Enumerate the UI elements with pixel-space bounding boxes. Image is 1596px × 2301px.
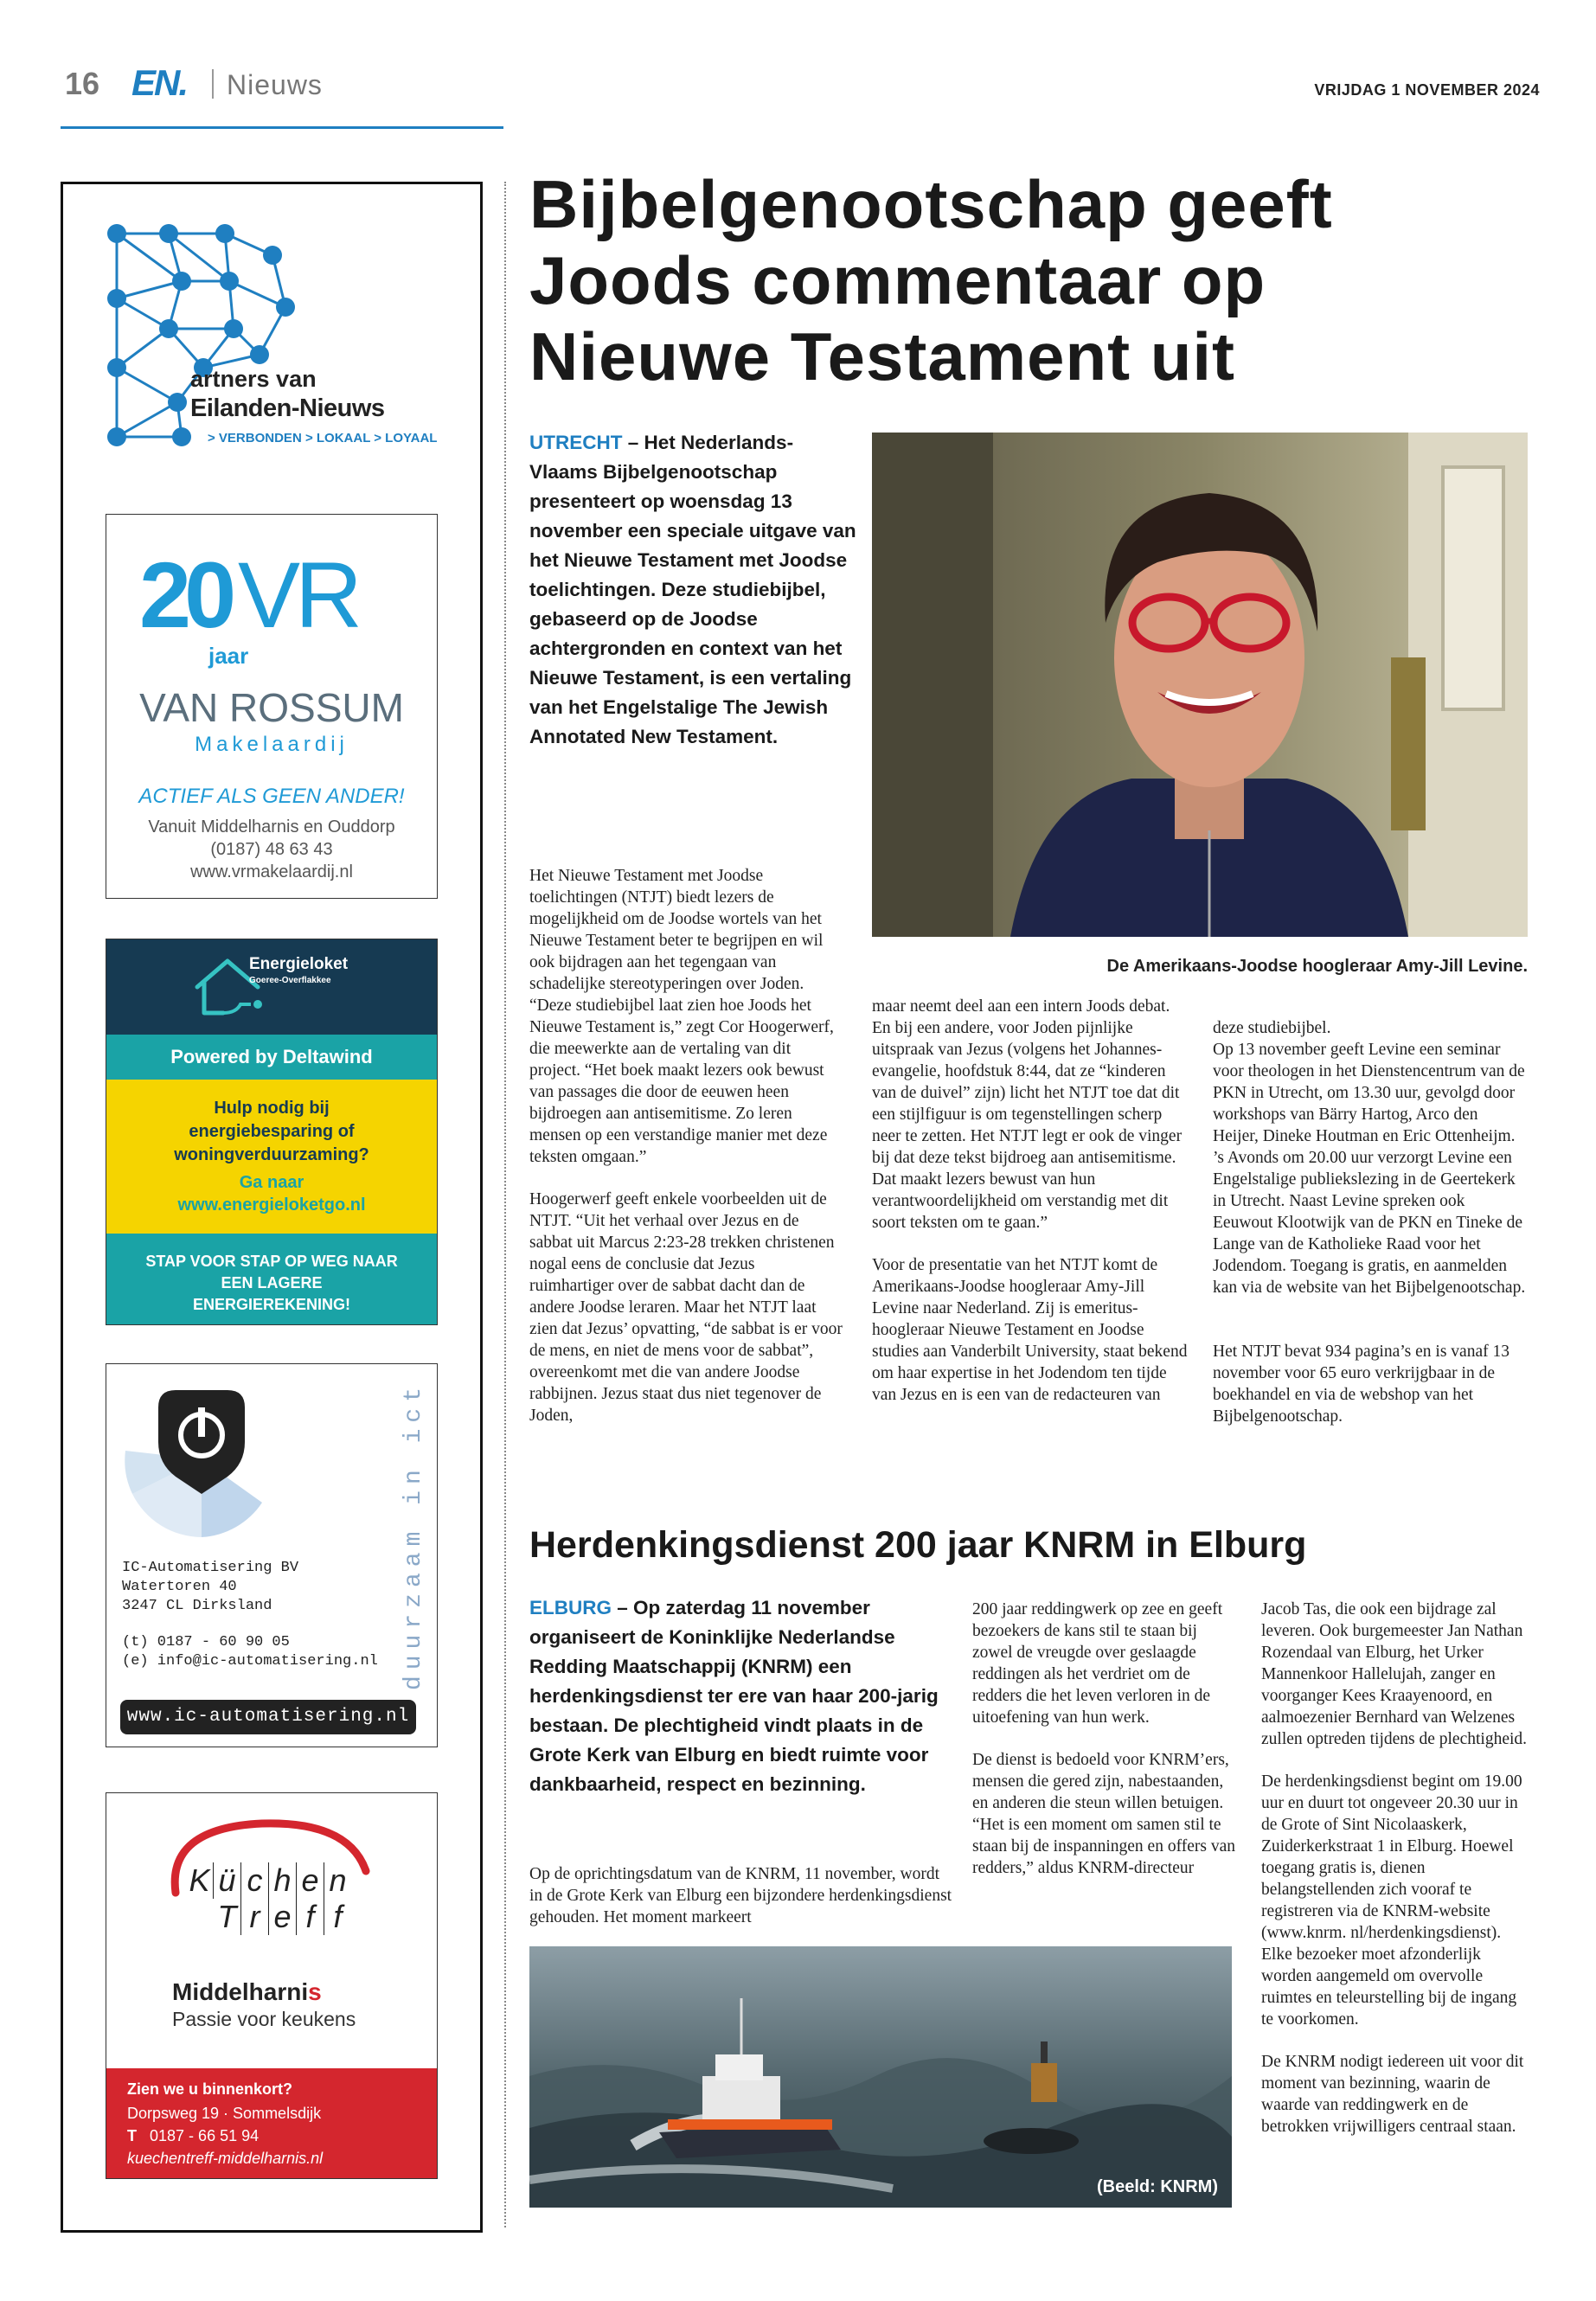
kuchen-tel-label: T [127, 2127, 137, 2144]
energie-ga-naar: Ga naar [239, 1173, 304, 1192]
paragraph: De dienst is bedoeld voor KNRM’ers, mensen die gered zijn, nabestaanden, en anderen die steun willen betuigen. “Het is een moment om samen stil te staan bij de inspanningen en offers van redders,” aldus KNRM-directeur [972, 1751, 1235, 1877]
kuchen-letter: h [269, 1862, 297, 1899]
kuchen-website[interactable]: kuechentreff-middelharnis.nl [127, 2150, 324, 2167]
vr-website[interactable]: www.vrmakelaardij.nl [190, 862, 353, 881]
article1-photo-caption: De Amerikaans-Joodse hoogleraar Amy-Jill Levine. [1106, 957, 1528, 976]
partners-tagline: > VERBONDEN > LOKAAL > LOYAAL [208, 431, 438, 445]
paragraph: maar neemt deel aan een intern Joods debat. En bij een andere, voor Joden pijnlijke uitspraak van Jezus (volgens het Johannes-evangelie, hoofdstuk 8:44, dat ze “kinderen van de duivel” zijn) licht het NTJT toe dat dit een stijlfiguur is om tegenstellingen scherp neer te zetten. Het NTJT legt er ook de vinger bij dat deze tekst bijdroeg aan antisemitisme. Dat maakt lezers bewust van hun verantwoordelijkheid om verstandig met dit soort teksten om te gaan.” [872, 997, 1183, 1232]
rescue-boat-illustration [529, 1946, 1232, 2208]
page-header [61, 62, 1540, 106]
kuchen-phone: 0187 - 66 51 94 [150, 2127, 260, 2144]
paragraph: De KNRM nodigt iedereen uit voor dit moment van bezinning, waarin de waarde van reddingwerk en de betrokken vrijwilligers centraal staan. [1261, 2053, 1524, 2136]
vr-location: Vanuit Middelharnis en Ouddorp [148, 817, 395, 836]
article1-lead-text: – Het Nederlands-Vlaams Bijbelgenootschap presenteert op woensdag 13 november een speciale uitgave van het Nieuwe Testament met Joodse toelichtingen. Deze studiebijbel, gebaseerd op de Joodse achtergronden en context van het Nieuwe Testament, is een vertaling van het Engelstalige The Jewish Annotated New Testament. [529, 432, 856, 747]
ic-company: IC-Automatisering BV [122, 1560, 299, 1576]
energie-powered: Powered by Deltawind [106, 1035, 437, 1080]
vr-company-name: VAN ROSSUM [139, 685, 404, 730]
energie-cta-panel [106, 1234, 437, 1324]
ic-website[interactable]: www.ic-automatisering.nl [120, 1700, 416, 1734]
kuchen-word1 [186, 1862, 351, 1899]
kuchen-tagline: Passie voor keukens [172, 2008, 356, 2030]
energie-subtitle: Goeree-Overflakkee [249, 976, 331, 985]
energie-header [106, 939, 437, 1035]
kuchen-letter: r [241, 1899, 269, 1935]
header-divider [212, 69, 214, 99]
paragraph: Hoogerwerf geeft enkele voorbeelden uit de NTJT. “Uit het verhaal over Jezus en de sabbat uit Marcus 2:23-28 trekken christenen nogal eens de conclusie dat Jezus ruimhartiger over de sabbat dacht dan de andere Joodse leraren. Maar het NTJT laat zien dat Jezus’ opvatting, “de sabbat is er voor de mens, en niet de mens voor de sabbat”, overeenkomt met die van andere Joodse rabbijnen. Jezus staat dus niet tegenover de Joden, [529, 1190, 843, 1425]
kuchen-letter: n [329, 1862, 347, 1898]
ic-street: Watertoren 40 [122, 1579, 237, 1595]
section-label: Nieuws [227, 69, 323, 100]
kuchen-address: Dorpsweg 19 · Sommelsdijk [127, 2105, 322, 2122]
kuchen-letter: c [241, 1862, 269, 1899]
article1-photo [872, 433, 1528, 937]
energie-help-text: Hulp nodig bij energiebesparing of woningverduurzaming? [174, 1099, 369, 1164]
energie-cta: STAP VOOR STAP OP WEG NAAR EEN LAGERE ENERGIEREKENING! [145, 1253, 398, 1313]
kuchen-letter: e [269, 1899, 297, 1935]
power-shield-icon [115, 1373, 288, 1546]
article2-headline: Herdenkingsdienst 200 jaar KNRM in Elburg [529, 1524, 1307, 1566]
paragraph: Voor de presentatie van het NTJT komt de Amerikaans-Joodse hoogleraar Amy-Jill Levine naar Nederland. Zij is emeritus-hoogleraar Nieuwe Testament en Joodse studies aan Vanderbilt University, staat bekend om haar expertise in het Jodendom ten tijde van Jezus en is een van de redacteuren van [872, 1256, 1188, 1404]
paragraph: Het NTJT bevat 934 pagina’s en is vanaf 13 november voor 65 euro verkrijgbaar in de boekhandel en via de webshop van het Bijbelgenootschap. [1213, 1343, 1509, 1426]
ic-vertical-slogan: duurzaam in ict [401, 1381, 427, 1691]
ic-email[interactable]: (e) info@ic-automatisering.nl [122, 1653, 378, 1670]
ic-city: 3247 CL Dirksland [122, 1598, 272, 1614]
kuchentreff-ad[interactable] [106, 1792, 438, 2179]
article2-col2 [972, 1599, 1240, 1900]
energieloket-ad[interactable] [106, 939, 438, 1325]
energie-yellow-panel [106, 1080, 437, 1234]
vr-phone: (0187) 48 63 43 [210, 840, 333, 859]
column-separator [504, 182, 506, 2227]
portrait-illustration [872, 433, 1528, 937]
partners-logo [104, 216, 450, 458]
issue-date: VRIJDAG 1 NOVEMBER 2024 [1314, 81, 1540, 99]
paragraph: De herdenkingsdienst begint om 19.00 uur en duurt tot ongeveer 20.30 uur in de Grote of Sint Nicolaaskerk, Zuiderkerkstraat 1 in Elburg. Hoewel toegang gratis is, dienen belangstellenden zich vooraf te registreren via de KNRM-website (www.knrm. nl/herdenkingsdienst). Elke bezoeker moet afzonderlijk worden aangemeld om overvolle ruimtes en teleurstelling bij de ingang te voorkomen. [1261, 1772, 1522, 2029]
paragraph: 200 jaar reddingwerk op zee en geeft bezoekers de kans stil te staan bij zowel de vreugde over geslaagde reddingen als het verdriet om de redders die het leven verloren in de uitoefening van hun werk. [972, 1600, 1223, 1727]
paragraph: Het Nieuwe Testament met Joodse toelichtingen (NTJT) biedt lezers de mogelijkheid om de Joodse wortels van het Nieuwe Testament beter te begrijpen en wil ook bijdragen aan het tegengaan van schadelijke stereotyperingen over Joden. “Deze studiebijbel laat zien hoe Joods het Nieuwe Testament is,” zegt Cor Hoogerwerf, die meewerkte aan de vertaling van dit project. “Het boek maakt lezers ook bewust van passages die door de eeuwen heen bijdroegen aan antisemitisme. Zo leren mensen op een verstandige manier met deze teksten omgaan.” [529, 867, 834, 1166]
energie-title: Energieloket [249, 955, 349, 973]
kuchen-letter: f [297, 1899, 324, 1935]
vr-slogan: ACTIEF ALS GEEN ANDER! [138, 785, 405, 808]
kuchen-town-red: s [308, 1978, 322, 2005]
kuchen-letter: T [214, 1899, 241, 1935]
vr-logo-jaar: jaar [208, 643, 249, 669]
vr-company-sub: Makelaardij [195, 733, 349, 756]
brand-logo: EN. [131, 62, 188, 103]
paragraph: Jacob Tas, die ook een bijdrage zal leveren. Ook burgemeester Jan Nathan Rozendaal van Elburg, het Urker Mannenkoor Hallelujah, zanger en voorganger Kees Kraayenoord, en aalmoezenier Bernhard van Welzenes zullen optreden tijdens de plechtigheid. [1261, 1600, 1528, 1748]
article1-location: UTRECHT [529, 432, 623, 453]
article2-col1 [529, 1863, 953, 1949]
article1-lead [529, 428, 856, 752]
kuchen-letter: e [297, 1862, 324, 1899]
article1-col3 [1213, 996, 1528, 1470]
article2-lead [529, 1593, 949, 1799]
kuchen-letter: K [186, 1862, 214, 1899]
kuchen-invite: Zien we u binnenkort? [127, 2080, 293, 2098]
article2-photo-credit: (Beeld: KNRM) [1097, 2177, 1218, 2196]
vanrossum-ad[interactable] [106, 514, 438, 899]
partners-line2: Eilanden-Nieuws [190, 394, 385, 422]
ic-phone: (t) 0187 - 60 90 05 [122, 1634, 290, 1650]
paragraph: deze studiebijbel. Op 13 november geeft Levine een seminar voor theologen in het Dienstencentrum van de PKN in Utrecht, om 13.30 uur, gevolgd door workshops van Bärry Hartog, Arco den Heijer, Dineke Houtman en Eric Ottenheijm. ’s Avonds om 20.00 uur verzorgt Levine een Engelstalige publiekslezing in de Geertekerk in Utrecht. Naast Levine spreken ook Eeuwout Klootwijk van de PKN en Tineke de Lange van de Katholieke Raad voor het Jodendom. Toegang is gratis, en aanmelden kan via de website van het Bijbelgenootschap. [1213, 1019, 1526, 1297]
vr-logo-number: 20 [139, 542, 230, 647]
vr-logo-letters: VR [238, 542, 358, 647]
article1-col1 [529, 865, 843, 1447]
article2-col3 [1261, 1599, 1528, 2158]
paragraph: Op de oprichtingsdatum van de KNRM, 11 november, wordt in de Grote Kerk van Elburg een bijzondere herdenkingsdienst gehouden. Het moment markeert [529, 1865, 952, 1926]
kuchen-town-main: Middelharni [172, 1978, 309, 2005]
header-rule [61, 126, 503, 129]
article2-photo [529, 1946, 1232, 2208]
kuchen-word2 [214, 1899, 351, 1935]
ic-automatisering-ad[interactable] [106, 1363, 438, 1747]
kuchen-phone-row [127, 2127, 259, 2145]
page-number: 16 [65, 66, 100, 101]
article2-lead-text: – Op zaterdag 11 november organiseert de Koninklijke Nederlandse Redding Maatschappij (KNRM) een herdenkingsdienst ter ere van haar 200-jarig bestaan. De plechtigheid vindt plaats in de Grote Kerk van Elburg en biedt ruimte voor dankbaarheid, respect en bezinning. [529, 1597, 939, 1795]
energie-url[interactable]: www.energieloketgo.nl [177, 1195, 366, 1215]
article1-headline: Bijbelgenootschap geeft Joods commentaar op Nieuwe Testament uit [529, 166, 1333, 394]
kuchen-letter: ü [214, 1862, 241, 1899]
partners-line1: artners van [190, 366, 317, 392]
article1-col2 [872, 996, 1192, 1426]
article2-location: ELBURG [529, 1597, 612, 1618]
kuchen-letter: f [333, 1899, 343, 1934]
kuchen-red-panel [106, 2068, 437, 2178]
kuchen-town [172, 1978, 322, 2006]
